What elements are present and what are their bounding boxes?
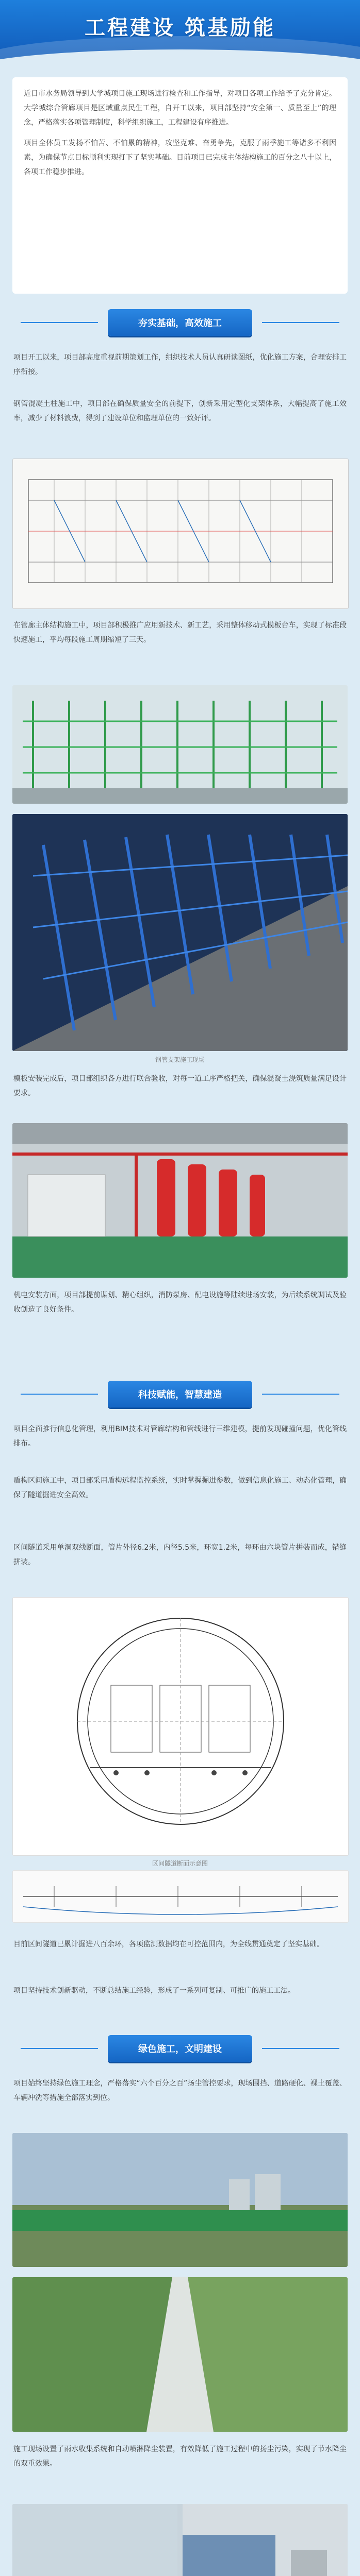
scaffolding-render-image — [12, 685, 348, 804]
section-2-paragraph: 目前区间隧道已累计掘进八百余环，各项监测数据均在可控范围内，为全线贯通奠定了坚实基础。 — [13, 1940, 324, 1948]
section-strip-drawing — [12, 1870, 349, 1923]
section-divider — [262, 1394, 339, 1395]
section-1-paragraph: 钢管混凝土柱施工中，项目部在确保质量安全的前提下，创新采用定型化支架体系，大幅提高了施工效率，减少了材料浪费，得到了建设单位和监理单位的一致好评。 — [13, 400, 347, 422]
section-divider — [21, 1394, 98, 1395]
section-divider — [21, 2048, 98, 2049]
intro-card — [12, 77, 348, 294]
section-2-paragraph: 项目全面推行信息化管理，利用BIM技术对管廊结构和管线进行三维建模，提前发现碰撞问题，优化管线排布。 — [13, 1425, 347, 1448]
section-divider — [262, 322, 339, 323]
section-2-paragraph: 项目坚持技术创新驱动，不断总结施工经验，形成了一系列可复制、可推广的施工工法。 — [13, 1987, 295, 1995]
section-2-title: 科技赋能，智慧建造 — [108, 1381, 252, 1408]
drainage-ditch-photo — [12, 2277, 348, 2432]
section-1-paragraph: 在管廊主体结构施工中，项目部积极推广应用新技术、新工艺，采用整体移动式模板台车，实现了标准段快速施工，平均每段施工周期缩短了三天。 — [13, 621, 347, 644]
image-caption: 钢管支架施工现场 — [155, 1056, 205, 1063]
section-3-paragraph: 项目始终坚持绿色施工理念，严格落实“六个百分之百”扬尘管控要求，现场围挡、道路硬化、裸土覆盖、车辆冲洗等措施全部落实到位。 — [13, 2079, 347, 2102]
section-1-title: 夯实基础，高效施工 — [108, 309, 252, 336]
section-divider — [21, 322, 98, 323]
section-2-paragraph: 区间隧道采用单洞双线断面，管片外径6.2米，内径5.5米，环宽1.2米，每环由六块管片拼装而成，错缝拼装。 — [13, 1544, 347, 1566]
section-1-paragraph: 项目开工以来，项目部高度重视前期策划工作，组织技术人员认真研读图纸，优化施工方案，合理安排工序衔接。 — [13, 353, 347, 376]
section-3-paragraph: 施工现场设置了雨水收集系统和自动喷淋降尘装置，有效降低了施工过程中的扬尘污染，实现了节水降尘的双重效果。 — [13, 2445, 347, 2468]
section-2-paragraph: 盾构区间施工中，项目部采用盾构远程监控系统，实时掌握掘进参数，做到信息化施工、动态化管理，确保了隧道掘进安全高效。 — [13, 1477, 347, 1499]
tunnel-section-drawing — [12, 1597, 349, 1856]
construction-drawing-image — [12, 459, 349, 609]
banner-title: 工程建设 筑基励能 — [85, 16, 275, 40]
pump-room-photo — [12, 1123, 348, 1278]
intro-paragraph: 项目全体员工发扬不怕苦、不怕累的精神，攻坚克难、奋勇争先，克服了雨季施工等诸多不利因素，为确保节点目标顺利实现打下了坚实基础。目前项目已完成主体结构施工的百分之八十以上，各项工作稳步推进。 — [24, 139, 336, 176]
intro-paragraph: 近日市水务局领导到大学城项目施工现场进行检查和工作指导，对项目各项工作给予了充分肯定。大学城综合管廊项目是区域重点民生工程，自开工以来，项目部坚持“安全第一、质量至上”的理念，严格落实各项管理制度，科学组织施工，工程建设有序推进。 — [24, 90, 336, 127]
section-3-title: 绿色施工，文明建设 — [108, 2035, 252, 2062]
site-photo-pair — [12, 2504, 348, 2576]
formwork-photo — [12, 814, 348, 1051]
section-divider — [262, 2048, 339, 2049]
site-fence-photo — [12, 2133, 348, 2267]
section-1-paragraph: 机电安装方面，项目部提前谋划、精心组织，消防泵房、配电设施等陆续进场安装，为后续系统调试及验收创造了良好条件。 — [13, 1291, 347, 1314]
image-caption: 区间隧道断面示意图 — [152, 1860, 208, 1867]
header-banner — [0, 0, 360, 68]
section-1-paragraph: 模板安装完成后，项目部组织各方进行联合验收，对每一道工序严格把关，确保混凝土浇筑质量满足设计要求。 — [13, 1075, 347, 1097]
